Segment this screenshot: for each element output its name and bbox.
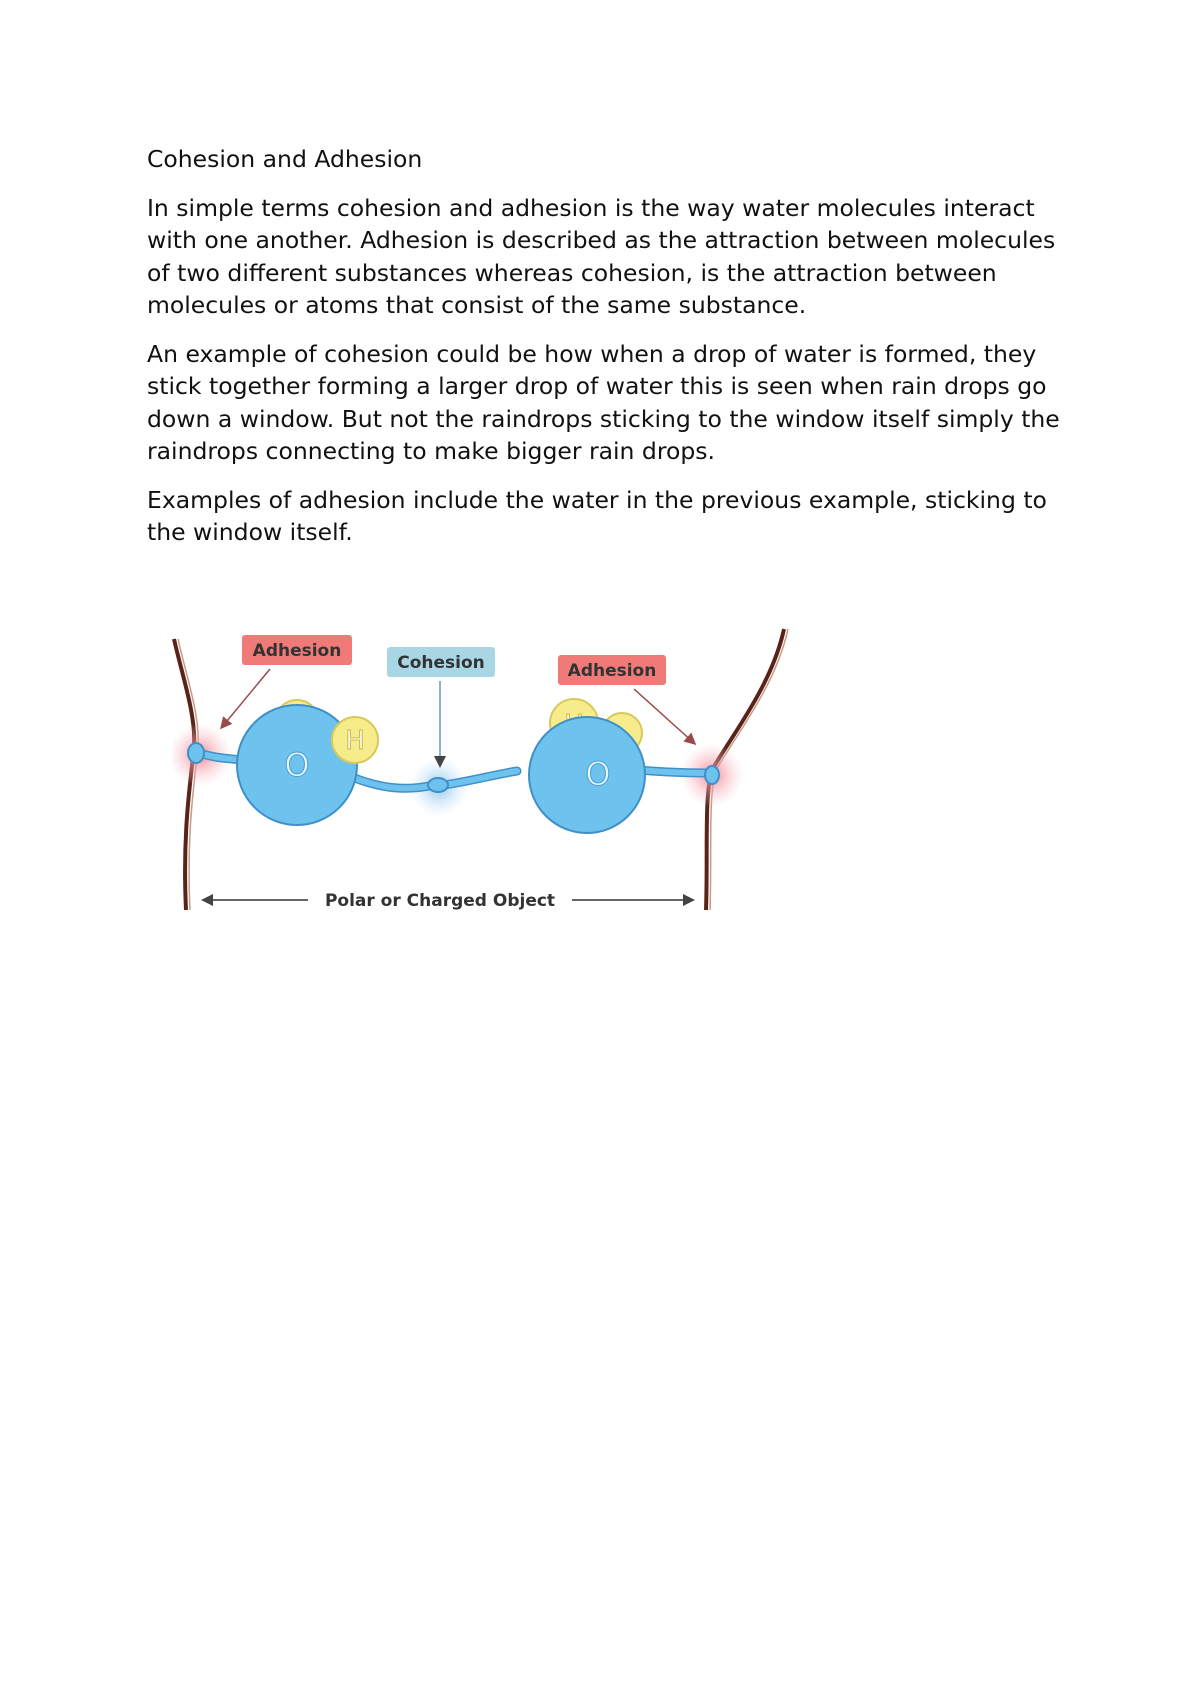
document-title: Cohesion and Adhesion — [147, 145, 423, 173]
cohesion-handshake — [428, 778, 448, 792]
hydrogen-label: H — [345, 726, 365, 756]
oxygen-label: O — [284, 746, 310, 784]
right-water-molecule — [529, 699, 645, 833]
paragraph-adhesion-example: Examples of adhesion include the water in the previous example, sticking to the window itself. — [147, 485, 1047, 546]
polar-object-label: Polar or Charged Object — [324, 891, 556, 911]
svg-text:Adhesion: Adhesion — [567, 661, 657, 681]
adhesion-label-left — [242, 635, 352, 665]
polar-object-span — [204, 891, 692, 911]
left-water-molecule — [237, 700, 378, 825]
svg-text:Cohesion: Cohesion — [397, 653, 485, 673]
cohesion-label — [387, 647, 495, 677]
oxygen-label: O — [585, 755, 611, 793]
adhesion-label-right — [558, 655, 666, 685]
document-body — [147, 143, 1077, 565]
paragraph-cohesion-example: An example of cohesion could be how when a drop of water is formed, they stick together forming a larger drop of water this is seen when rain drops go down a window. But not the raindrops sticking to the window itself simply the raindrops connecting to make bigger rain drops. — [147, 339, 1060, 465]
adhesion-right-pointer — [634, 689, 694, 743]
cohesion-adhesion-diagram — [172, 625, 812, 915]
svg-text:Adhesion: Adhesion — [252, 641, 342, 661]
paragraph-definition: In simple terms cohesion and adhesion is the way water molecules interact with one another. Adhesion is described as the attraction between molecules of two different substances whereas cohesion, is the attraction between molecules or atoms that consist of the same substance. — [147, 193, 1056, 319]
